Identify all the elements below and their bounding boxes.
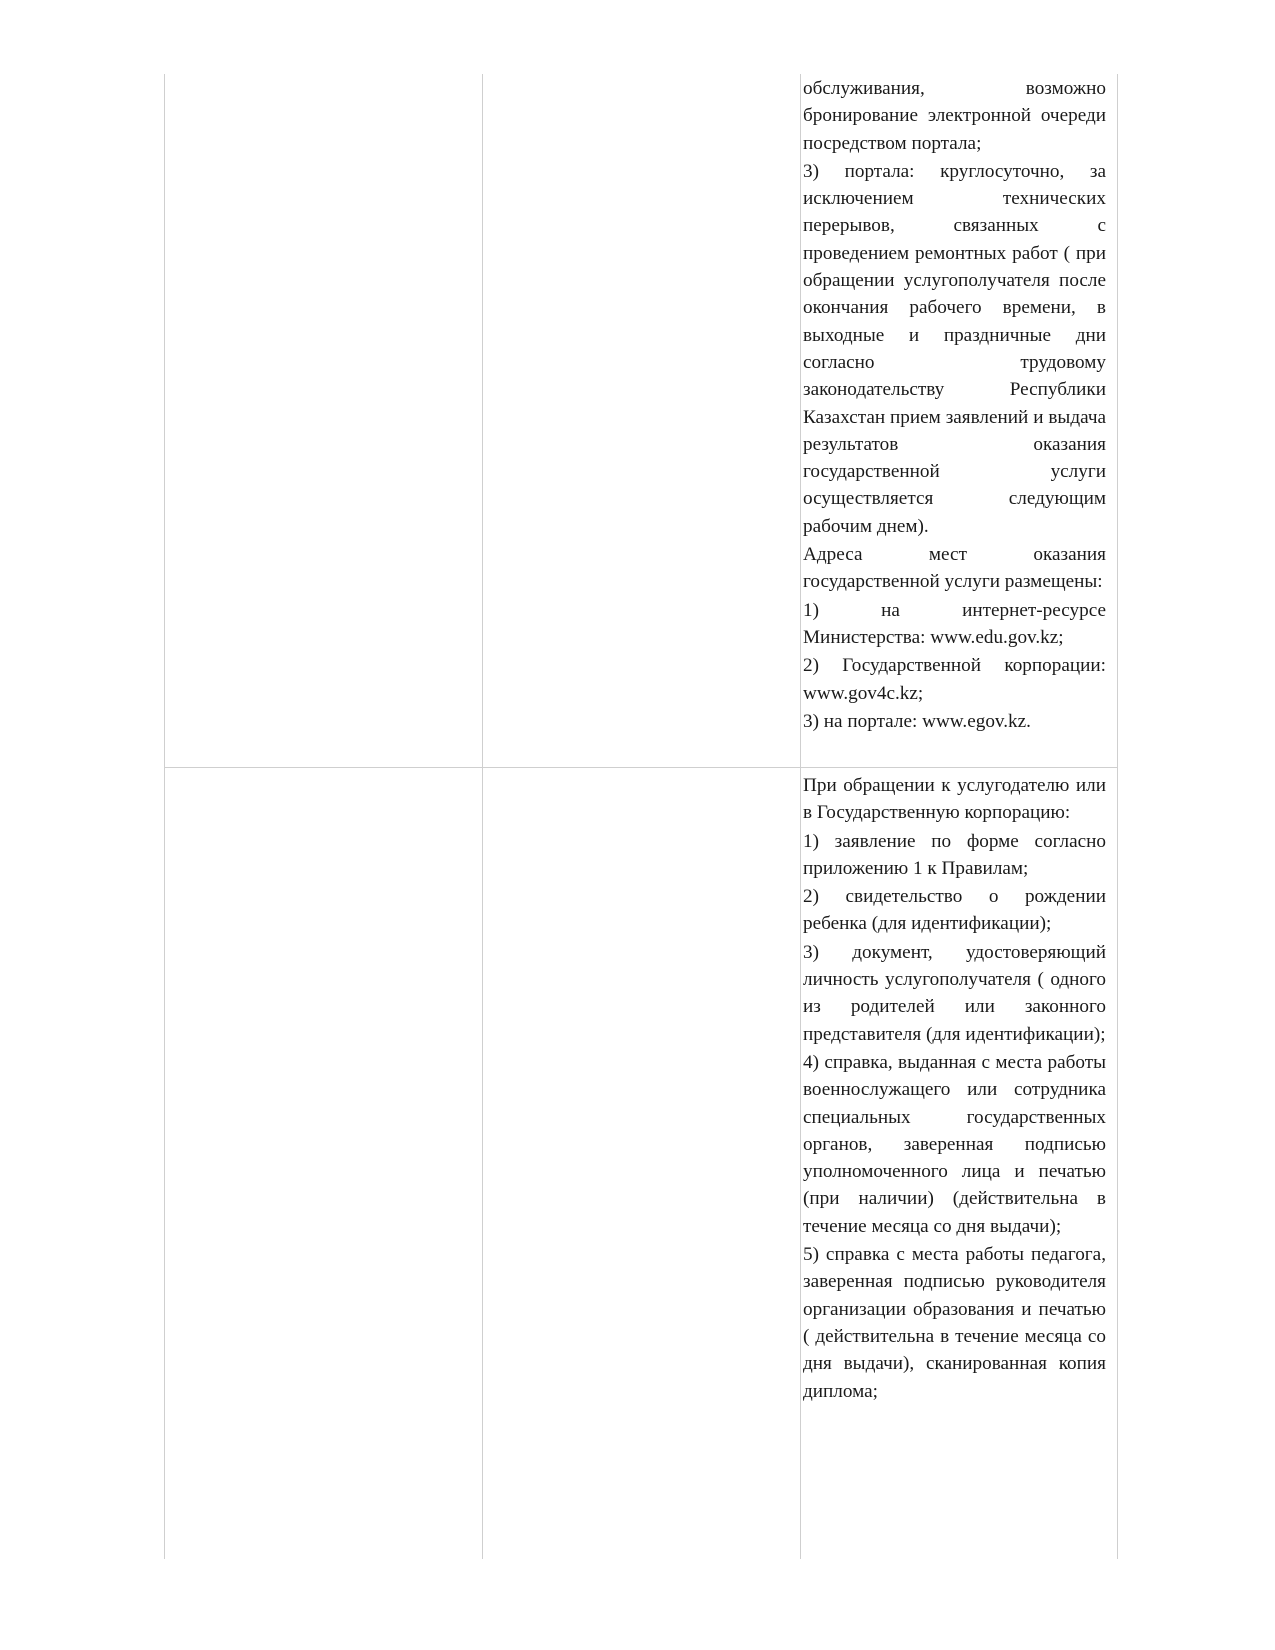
cell-paragraph: обслуживания, возможно бронирование электронной очереди посредством портала;: [803, 78, 1106, 154]
cell-paragraph: 5) справка с места работы педагога, заверенная подписью руководителя организации образования и печатью ( действительна в течение месяца со дня выдачи), сканированная копия диплома;: [803, 1244, 1106, 1402]
cell-paragraph: 1) заявление по форме согласно приложению 1 к Правилам;: [803, 830, 1106, 879]
cell-paragraph: 4) справка, выданная с места работы военнослужащего или сотрудника специальных государственных органов, заверенная подписью уполномоченного лица и печатью (при наличии) (действительна в течение месяца со дня выдачи);: [803, 1051, 1106, 1237]
table-border-col3: [800, 74, 801, 1559]
table-row-divider: [164, 767, 1117, 768]
table-border-col2: [482, 74, 483, 1559]
cell-paragraph: 3) портала: круглосуточно, за исключением технических перерывов, связанных с проведением ремонтных работ ( при обращении услугополучателя после окончания рабочего времени, в выходные и праздничные дни согласно трудовому законодательству Республики Казахстан прием заявлений и выдача результатов оказания государственной услуги осуществляется следующим рабочим днем).: [803, 160, 1106, 537]
table-border-left: [164, 74, 165, 1559]
table-border-right: [1117, 74, 1118, 1559]
cell-paragraph: 1) на интернет-ресурсе Министерства: www.edu.gov.kz;: [803, 599, 1106, 648]
cell-paragraph: 2) свидетельство о рождении ребенка (для идентификации);: [803, 886, 1106, 935]
cell-paragraph: 2) Государственной корпорации: www.gov4c.kz;: [803, 655, 1106, 704]
cell-paragraph: Адреса мест оказания государственной услуги размещены:: [803, 544, 1106, 593]
table-cell-row2-col3: [803, 772, 1106, 1406]
cell-paragraph: При обращении к услугодателю или в Государственную корпорацию:: [803, 775, 1106, 824]
cell-paragraph: 3) на портале: www.egov.kz.: [803, 710, 1031, 732]
cell-paragraph: 3) документ, удостоверяющий личность услугополучателя ( одного из родителей или законного представителя (для идентификации);: [803, 941, 1106, 1045]
table-cell-row1-col3: [803, 75, 1106, 736]
